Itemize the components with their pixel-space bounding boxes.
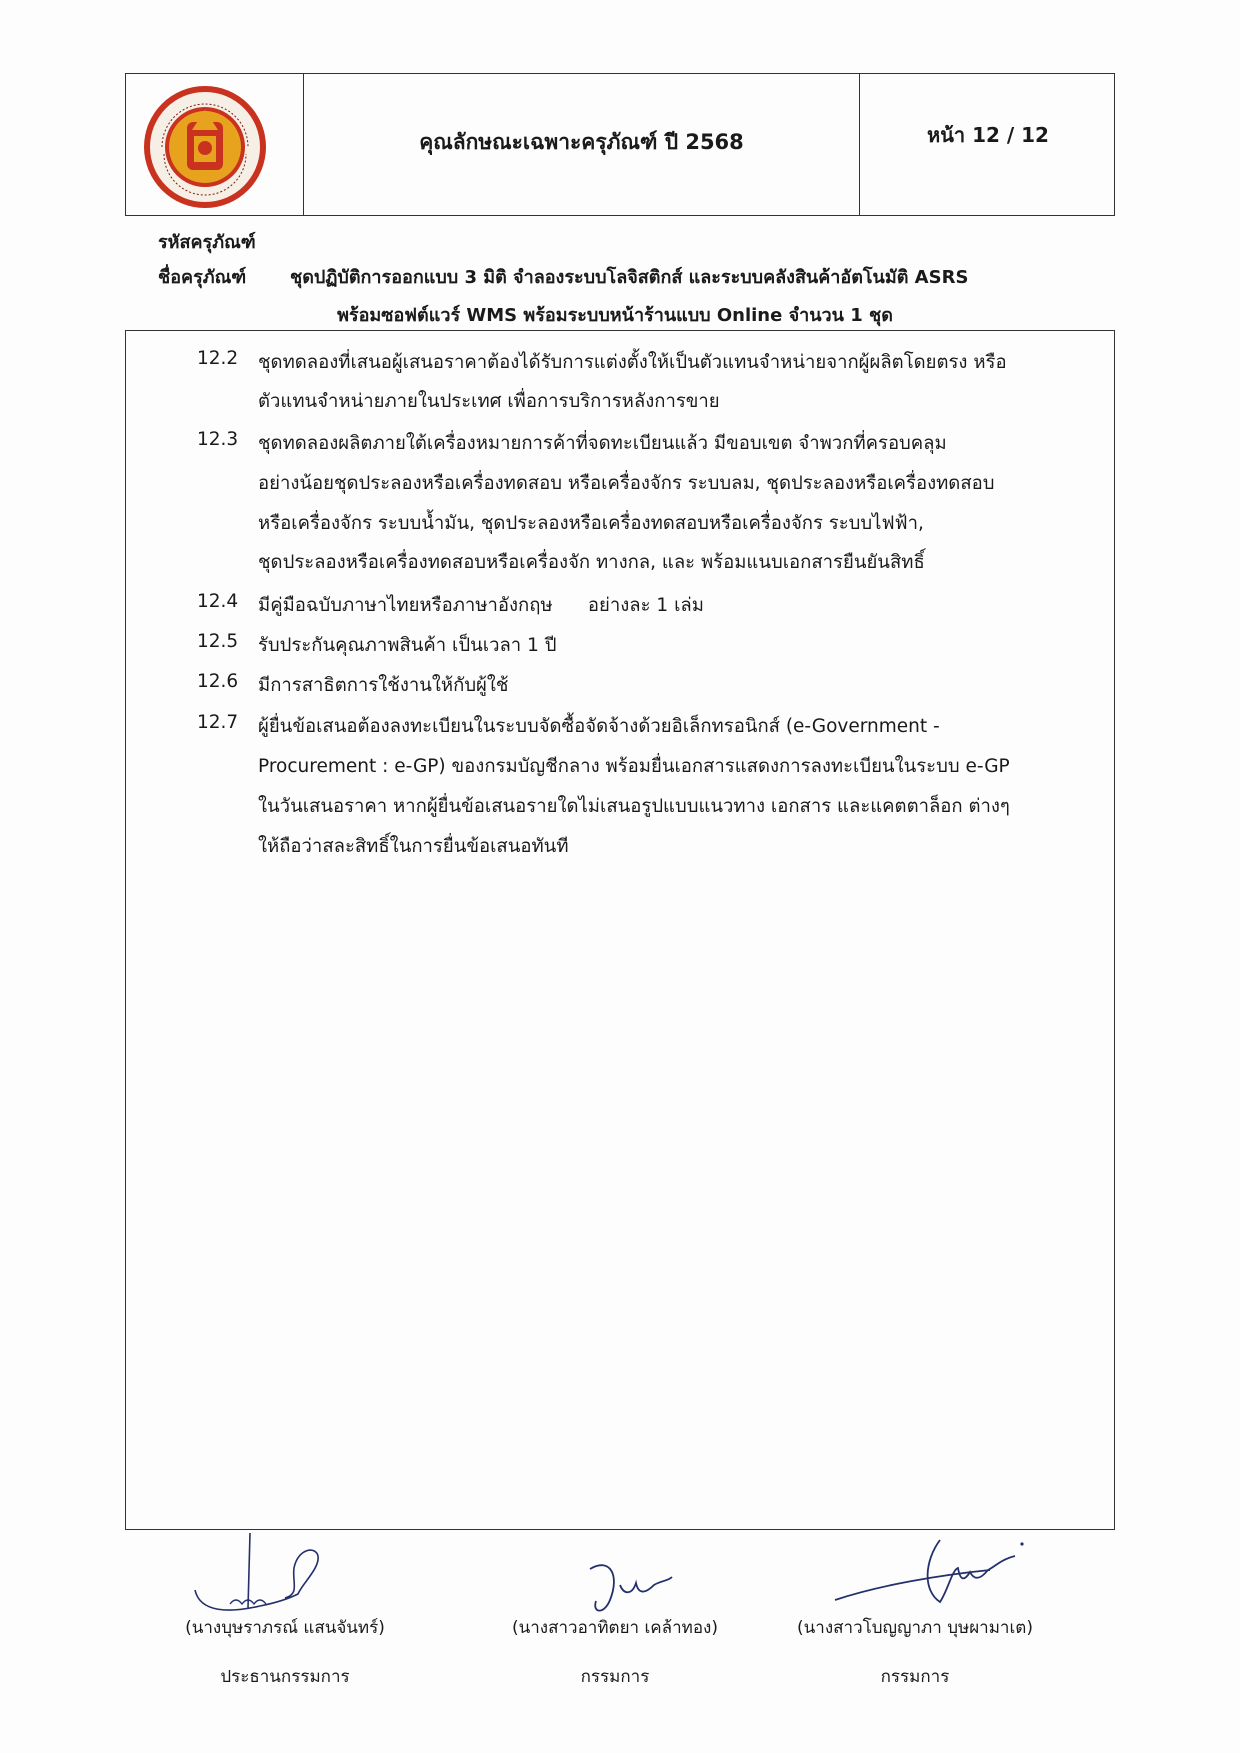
- item-text-line: มีคู่มือฉบับภาษาไทยหรือภาษาอังกฤษ อย่างละ 1 เล่ม: [258, 595, 704, 616]
- signature-block: [155, 1614, 415, 1690]
- document-title: คุณลักษณะเฉพาะครุภัณฑ์ ปี 2568: [419, 130, 744, 154]
- item-text-line: ผู้ยื่นข้อเสนอต้องลงทะเบียนในระบบจัดซื้อจัดจ้างด้วยอิเล็กทรอนิกส์ (e-Government -: [258, 716, 940, 737]
- item-text-line: รับประกันคุณภาพสินค้า เป็นเวลา 1 ปี: [258, 635, 557, 656]
- item-number: 12.4: [197, 591, 239, 612]
- item-text-line: Procurement : e-GP) ของกรมบัญชีกลาง พร้อมยื่นเอกสารแสดงการลงทะเบียนในระบบ e-GP: [258, 756, 1010, 777]
- item-text-line: ให้ถือว่าสละสิทธิ์ในการยื่นข้อเสนอทันที: [258, 836, 569, 857]
- signature-block: [485, 1614, 745, 1690]
- equipment-name-line: พร้อมซอฟต์แวร์ WMS พร้อมระบบหน้าร้านแบบ Online จำนวน 1 ชุด: [337, 305, 893, 326]
- item-number: 12.5: [197, 631, 239, 652]
- signatory-role: กรรมการ: [580, 1667, 650, 1687]
- vocational-education-logo: [142, 84, 268, 210]
- equipment-code-label: รหัสครุภัณฑ์: [158, 232, 256, 253]
- item-text-line: ชุดประลองหรือเครื่องทดสอบหรือเครื่องจัก ทางกล, และ พร้อมแนบเอกสารยืนยันสิทธิ์: [258, 552, 925, 573]
- signatory-role: กรรมการ: [880, 1667, 950, 1687]
- signatory-name: (นางสาวอาทิตยา เคล้าทอง): [512, 1618, 718, 1638]
- item-text-line: ในวันเสนอราคา หากผู้ยื่นข้อเสนอรายใดไม่เสนอรูปแบบแนวทาง เอกสาร และแคตตาล็อก ต่างๆ: [258, 796, 1010, 817]
- header-box: [125, 73, 1115, 216]
- equipment-name-label: ชื่อครุภัณฑ์: [158, 267, 247, 288]
- item-number: 12.2: [197, 348, 239, 369]
- signatory-name: (นางบุษราภรณ์ แสนจันทร์): [185, 1618, 385, 1638]
- item-number: 12.6: [197, 671, 239, 692]
- page-number: หน้า 12 / 12: [927, 123, 1049, 147]
- signature-mark: [190, 1528, 340, 1618]
- signature-mark: [830, 1530, 1030, 1620]
- signature-block: [785, 1614, 1045, 1690]
- item-text-line: ชุดทดลองที่เสนอผู้เสนอราคาต้องได้รับการแต่งตั้งให้เป็นตัวแทนจำหน่ายจากผู้ผลิตโดยตรง หรือ: [258, 352, 1007, 373]
- item-text-line: หรือเครื่องจักร ระบบน้ำมัน, ชุดประลองหรือเครื่องทดสอบหรือเครื่องจักร ระบบไฟฟ้า,: [258, 513, 924, 534]
- item-text-line: ชุดทดลองผลิตภายใต้เครื่องหมายการค้าที่จดทะเบียนแล้ว มีขอบเขต จำพวกที่ครอบคลุม: [258, 433, 947, 454]
- item-number: 12.7: [197, 712, 239, 733]
- item-text-line: ตัวแทนจำหน่ายภายในประเทศ เพื่อการบริการหลังการขาย: [258, 391, 720, 412]
- item-text-line: มีการสาธิตการใช้งานให้กับผู้ใช้: [258, 675, 509, 696]
- signatory-role: ประธานกรรมการ: [220, 1667, 350, 1687]
- item-text-line: อย่างน้อยชุดประลองหรือเครื่องทดสอบ หรือเครื่องจักร ระบบลม, ชุดประลองหรือเครื่องทดสอบ: [258, 473, 995, 494]
- signatory-name: (นางสาวโบญญาภา บุษผามาเต): [797, 1618, 1033, 1638]
- equipment-name-line: ชุดปฏิบัติการออกแบบ 3 มิติ จำลองระบบโลจิสติกส์ และระบบคลังสินค้าอัตโนมัติ ASRS: [290, 267, 969, 288]
- item-number: 12.3: [197, 429, 239, 450]
